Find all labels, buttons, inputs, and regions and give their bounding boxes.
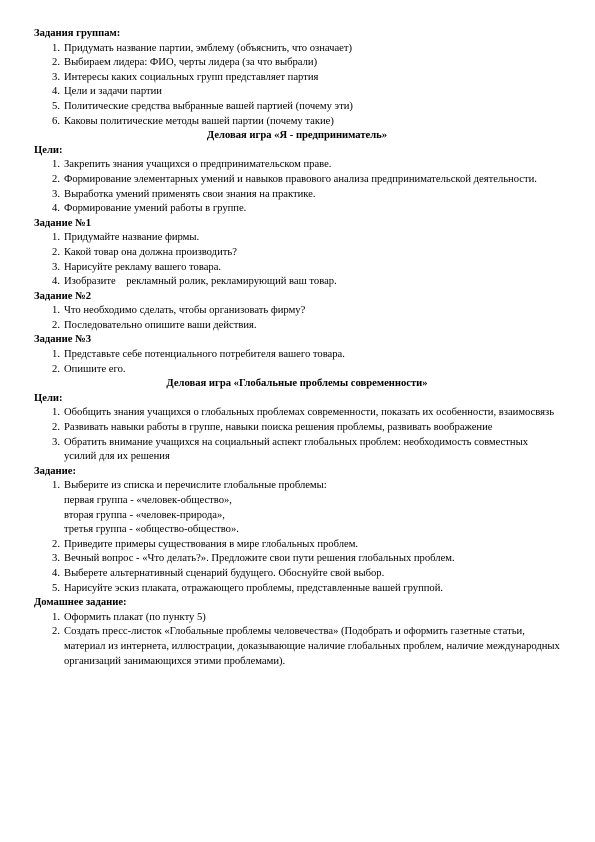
game2-goals-heading: Цели: (34, 392, 63, 404)
list-item: 1 . Выберите из списка и перечислите глобальные проблемы: первая группа - «человек-общество», вторая группа - «человек-природа», третья группа - «общество-общество». (34, 479, 560, 537)
list-item: 1 . Придумайте название фирмы. (34, 231, 560, 246)
list-item: 2 . Какой товар она должна производить? (34, 246, 560, 261)
game1-task3-heading: Задание №3 (34, 334, 92, 346)
game2-goals-list (34, 406, 560, 464)
game2-task-list (34, 479, 560, 596)
group-tasks-list (34, 42, 560, 130)
list-item: 2 . Выбираем лидера: ФИО, черты лидера (за что выбрали) (34, 56, 560, 71)
game1-task2-heading: Задание №2 (34, 290, 92, 302)
list-item: 4 . Выберете альтернативный сценарий будущего. Обоснуйте свой выбор. (34, 567, 560, 582)
game1-task1-list (34, 231, 560, 289)
list-item: 4 . Изобразите рекламный ролик, рекламирующий ваш товар. (34, 275, 560, 290)
game2-task-heading: Задание: (34, 465, 76, 477)
list-item: 6 . Каковы политические методы вашей партии (почему такие) (34, 115, 560, 130)
list-item: 3 . Обратить внимание учащихся на социальный аспект глобальных проблем: необходимость совместных усилий для их решения (34, 436, 560, 465)
list-item: 2 . Приведите примеры существования в мире глобальных проблем. (34, 538, 560, 553)
game1-task3-list (34, 348, 560, 377)
list-item: 1 . Что необходимо сделать, чтобы организовать фирму? (34, 304, 560, 319)
group-subline: третья группа - «общество-общество». (64, 524, 239, 536)
list-item: 2 . Опишите его. (34, 363, 560, 378)
list-item: 5 . Политические средства выбранные вашей партией (почему эти) (34, 100, 560, 115)
list-item: 3 . Нарисуйте рекламу вашего товара. (34, 261, 560, 276)
list-item: 1 . Представьте себе потенциального потребителя вашего товара. (34, 348, 560, 363)
list-item: 3 . Выработка умений применять свои знания на практике. (34, 188, 560, 203)
game1-task2-list (34, 304, 560, 333)
homework-list (34, 611, 560, 669)
list-item: 1 . Оформить плакат (по пункту 5) (34, 611, 560, 626)
group-subline: первая группа - «человек-общество», (64, 495, 232, 506)
game1-task1-heading: Задание №1 (34, 217, 92, 229)
list-item: 2 . Создать пресс-листок «Глобальные проблемы человечества» (Подобрать и оформить газетные статьи, материал из интернета, иллюстрации, доказывающие наличие глобальных проблем, наличие международных организаций занимающихся этими проблемами). (34, 625, 560, 669)
document-page (34, 27, 560, 669)
list-item: 3 . Вечный вопрос - «Что делать?». Предложите свои пути решения глобальных проблем. (34, 552, 560, 567)
game1-goals-list (34, 158, 560, 216)
list-item: 3 . Интересы каких социальных групп представляет партия (34, 71, 560, 86)
list-item: 1 . Обобщить знания учащихся о глобальных проблемах современности, показать их особенности, взаимосвязь (34, 406, 560, 421)
list-item: 4 . Формирование умений работы в группе. (34, 202, 560, 217)
list-item: 1 . Придумать название партии, эмблему (объяснить, что означает) (34, 42, 560, 57)
homework-heading: Домашнее задание: (34, 597, 127, 609)
list-item: 2 . Формирование элементарных умений и навыков правового анализа предпринимательской деятельности. (34, 173, 560, 188)
game2-title: Деловая игра «Глобальные проблемы современности» (166, 378, 428, 390)
game1-goals-heading: Цели: (34, 144, 63, 156)
game1-title: Деловая игра «Я - предприниматель» (206, 130, 388, 142)
list-item: 1 . Закрепить знания учащихся о предпринимательском праве. (34, 158, 560, 173)
list-item: 2 . Последовательно опишите ваши действия. (34, 319, 560, 334)
list-item: 4 . Цели и задачи партии (34, 85, 560, 100)
list-item: 5 . Нарисуйте эскиз плаката, отражающего проблемы, представленные вашей группой. (34, 582, 560, 597)
list-item: 2 . Развивать навыки работы в группе, навыки поиска решения проблемы, развивать воображение (34, 421, 560, 436)
group-tasks-heading: Задания группам: (34, 28, 121, 39)
group-subline: вторая группа - «человек-природа», (64, 509, 225, 521)
